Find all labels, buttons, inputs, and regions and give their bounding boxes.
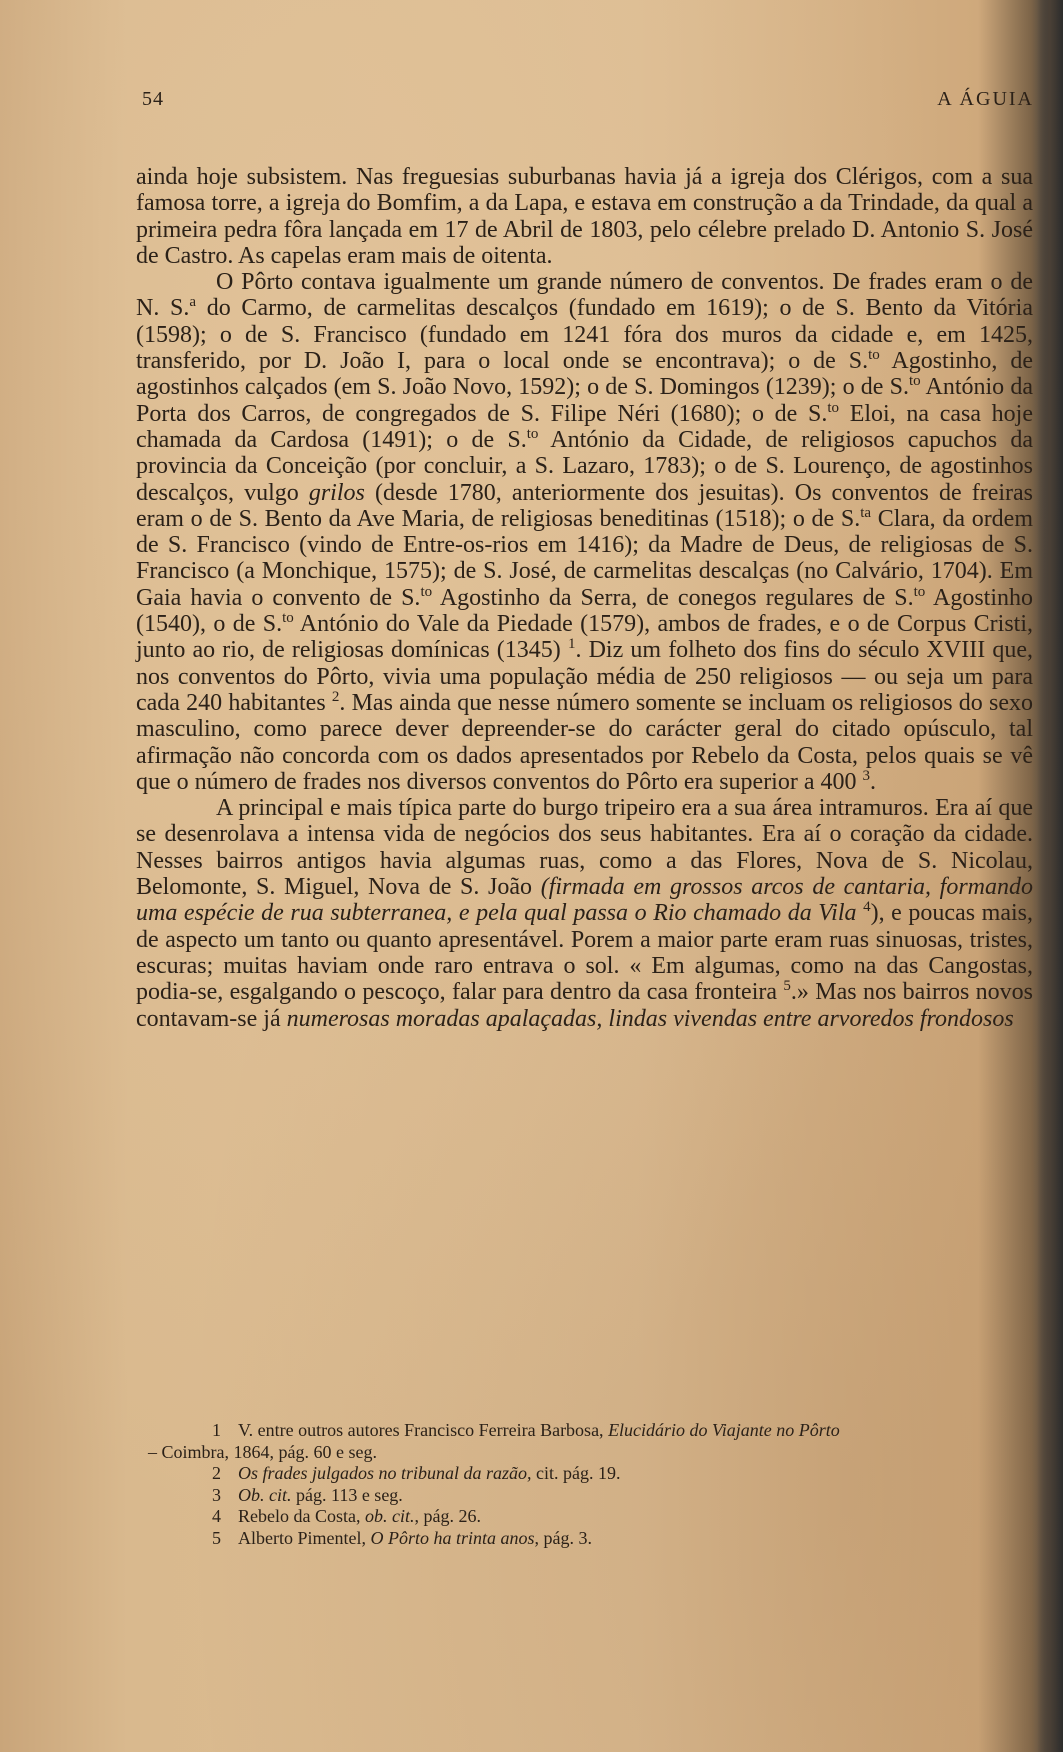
- text-run: cit. pág. 19.: [531, 1463, 621, 1483]
- footnote: [148, 1485, 1033, 1507]
- text-run: O Pôrto contava igualmente um grande número de conventos. De frades eram o de N. S.: [136, 269, 1033, 322]
- text-run: pág. 113 e seg.: [291, 1484, 403, 1505]
- text-run: Agostinho (1540), o de S.: [136, 584, 1034, 638]
- superscript: to: [282, 610, 294, 627]
- paragraph: [136, 164, 1033, 269]
- superscript: 3: [862, 767, 870, 784]
- text-run: Rebelo da Costa,: [238, 1506, 365, 1526]
- superscript: 4: [863, 899, 871, 916]
- italic-text: O Pôrto ha trinta anos: [370, 1527, 535, 1548]
- superscript: to: [913, 583, 926, 600]
- text-run: Agostinho da Serra, de conegos regulares de S.: [432, 584, 914, 611]
- text-run: Alberto Pimentel,: [238, 1527, 371, 1548]
- footnote: [148, 1463, 1033, 1485]
- footnote-continuation: – Coimbra, 1864, pág. 60 e seg.: [148, 1441, 377, 1462]
- page-edge-shadow: [1037, 0, 1063, 1752]
- body-text: [136, 164, 1033, 1032]
- superscript: to: [827, 399, 840, 416]
- footnote: [148, 1506, 1033, 1528]
- text-run: ), e poucas mais, de aspecto um tanto ou quanto apresentável. Porem a maior parte eram ruas sinuosas, tristes, escuras; muitas haviam onde raro entrava o sol. « Em algumas, como na das Cangostas, podia-se, esgalgando o pescoço, falar para dentro da casa fronteira: [136, 900, 1033, 1006]
- text-run: António da Porta dos Carros, de congregados de S. Filipe Néri (1680); o de S.: [136, 374, 1033, 427]
- text-run: ainda hoje subsistem. Nas freguesias suburbanas havia já a igreja dos Clérigos, com a sua famosa torre, a igreja do Bomfim, a da Lapa, e estava em construção a da Trindade, da qual a primeira pedra fôra lançada em 17 de Abril de 1803, pelo célebre prelado D. Antonio S. José de Castro. As capelas eram mais de oitenta.: [136, 164, 1033, 269]
- italic-text: Elucidário do Viajante no Pôrto: [608, 1420, 840, 1440]
- superscript: to: [420, 583, 433, 600]
- footnote-number: 2: [212, 1463, 221, 1483]
- italic-text: (firmada em grossos arcos de cantaria, formando uma espécie de rua subterranea, e pela qual passa o Rio chamado da Vila: [136, 874, 1034, 927]
- footnote-number: 3: [212, 1484, 221, 1505]
- superscript: 2: [331, 688, 340, 705]
- text-run: , pág. 26.: [414, 1506, 481, 1526]
- text-run: António da Cidade, de religiosos capuchos da provincia da Conceição (por concluir, a S. Lazaro, 1783); o de S. Lourenço, de agostinhos descalços, vulgo: [136, 426, 1033, 506]
- text-run: V. entre outros autores Francisco Ferreira Barbosa,: [238, 1420, 609, 1440]
- superscript: to: [868, 347, 880, 364]
- text-run: A principal e mais típica parte do burgo tripeiro era a sua área intramuros. Era aí que se desenrolava a intensa vida de negócios dos seus habitantes. Era aí o coração da cidade. Nesses bairros antigos havia algumas ruas, como a das Flores, Nova de S. Nicolau, Belomonte, S. Miguel, Nova de S. João: [136, 795, 1033, 901]
- text-run: . Diz um folheto dos fins do século XVIII que, nos conventos do Pôrto, vivia uma população média de 250 religiosos — ou seja um para cada 240 habitantes: [136, 637, 1033, 716]
- text-run: do Carmo, de carmelitas descalços (fundado em 1619); o de S. Bento da Vitória (1598); o de S. Francisco (fundado em 1241 fóra dos muros da cidade e, em 1425, transferido, por D. João I, para o local onde se encontrava); o de S.: [136, 295, 1033, 375]
- italic-text: Ob. cit.: [238, 1484, 292, 1505]
- page-header: [142, 88, 1034, 118]
- italic-text: ob. cit.: [364, 1506, 415, 1526]
- text-run: . Mas ainda que nesse número somente se incluam os religiosos do sexo masculino, como parece dever depreender-se do carácter geral do citado opúsculo, tal afirmação não concorda com os dados apresentados por Rebelo da Costa, pelos quais se vê que o número de frades nos diversos conventos do Pôrto era superior a 400: [136, 689, 1033, 795]
- text-run: .: [870, 768, 876, 795]
- italic-text: grilos: [308, 479, 365, 506]
- superscript: to: [908, 373, 921, 390]
- paragraph: [136, 795, 1033, 1032]
- footnote: [148, 1528, 1033, 1550]
- page-number: 54: [142, 88, 164, 110]
- superscript: 5: [783, 978, 791, 995]
- superscript: 1: [567, 636, 576, 653]
- running-head: A ÁGUIA: [937, 88, 1034, 110]
- italic-text: Os frades julgados no tribunal da razão,: [238, 1463, 532, 1483]
- text-run: Agostinho, de agostinhos calçados (em S. João Novo, 1592); o de S. Domingos (1239); o de S.: [136, 348, 1033, 401]
- footnote-number: 5: [212, 1527, 221, 1548]
- footnote-number: 1: [212, 1420, 221, 1440]
- text-run: António do Vale da Piedade (1579), ambos de frades, e o de Corpus Cristi, junto ao rio, de religiosas domínicas (1345): [136, 611, 1034, 664]
- paragraph: [136, 269, 1033, 795]
- text-run: Eloi, na casa hoje chamada da Cardosa (1491); o de S.: [136, 400, 1034, 453]
- footnotes: [148, 1420, 1033, 1549]
- footnote-number: 4: [212, 1506, 221, 1526]
- footnote: [148, 1420, 1033, 1442]
- superscript: to: [526, 425, 539, 442]
- text-run: , pág. 3.: [534, 1527, 592, 1548]
- text-run: .» Mas nos bairros novos contavam-se já: [136, 979, 1033, 1032]
- italic-text: numerosas moradas apalaçadas, lindas vivendas entre arvoredos frondosos: [286, 1005, 1014, 1032]
- text-run: Clara, da ordem de S. Francisco (vindo de Entre-os-rios em 1416); da Madre de Deus, de religiosas de S. Francisco (a Monchique, 1575); de S. José, de carmelitas descalças (no Calvário, 1704). Em Gaia havia o convento de S.: [136, 505, 1034, 611]
- text-run: (desde 1780, anteriormente dos jesuitas). Os conventos de freiras eram o de S. Bento da Ave Maria, de religiosas beneditinas (1518); o de S.: [136, 479, 1033, 532]
- superscript: a: [189, 294, 197, 311]
- superscript: ta: [860, 504, 872, 521]
